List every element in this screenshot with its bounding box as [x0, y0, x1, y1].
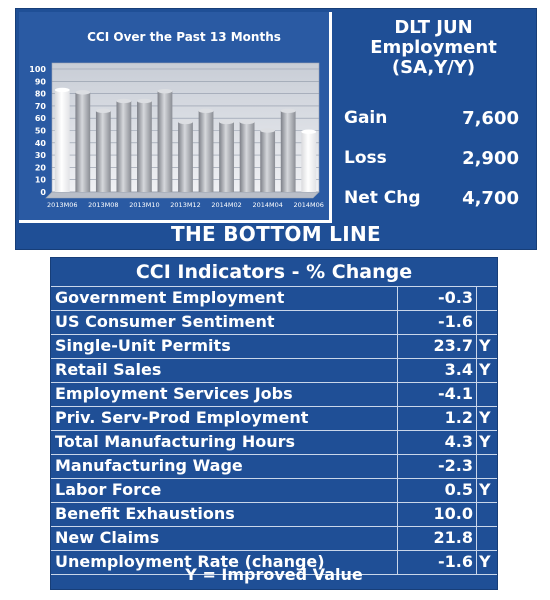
column-divider — [476, 359, 477, 382]
indicators-footnote: Y = Improved Value — [185, 565, 363, 584]
bar-top — [75, 90, 90, 94]
stat-label: Gain — [344, 108, 388, 128]
bar-2013M09 — [116, 99, 131, 192]
improved-flag: Y — [479, 552, 491, 571]
bar-2013M08 — [96, 109, 111, 192]
bar-body — [75, 92, 90, 192]
y-tick-label: 30 — [34, 151, 46, 161]
y-tick-label: 40 — [34, 138, 46, 148]
column-divider — [476, 527, 477, 550]
bar-body — [199, 111, 214, 192]
x-tick-label: 2013M10 — [129, 201, 160, 209]
bar-top — [240, 120, 255, 124]
chart-title: CCI Over the Past 13 Months — [87, 30, 281, 44]
bar-2014M05 — [281, 109, 296, 192]
indicator-value: 4.3 — [444, 432, 473, 451]
bar-top — [281, 109, 296, 113]
cci-bar-chart — [19, 12, 329, 220]
stat-value: 4,700 — [462, 188, 519, 209]
bar-top — [96, 109, 111, 113]
column-divider — [476, 335, 477, 358]
bar-2013M11 — [158, 89, 173, 192]
stat-row-loss — [334, 148, 533, 172]
bar-body — [219, 122, 234, 192]
indicator-value: 21.8 — [433, 528, 473, 547]
bar-body — [301, 132, 316, 192]
bar-body — [281, 111, 296, 192]
y-tick-label: 50 — [34, 126, 46, 136]
y-tick-label: 0 — [40, 188, 46, 197]
indicator-row — [51, 286, 497, 310]
indicator-name: Total Manufacturing Hours — [55, 432, 296, 451]
indicator-name: Government Employment — [55, 288, 285, 307]
indicator-value: 10.0 — [433, 504, 473, 523]
indicator-row — [51, 454, 497, 478]
x-tick-label: 2014M02 — [211, 201, 242, 209]
indicator-row — [51, 478, 497, 502]
bar-2014M01 — [199, 109, 214, 192]
indicators-title: CCI Indicators - % Change — [135, 261, 413, 283]
bar-top — [301, 130, 316, 134]
improved-flag: Y — [479, 336, 491, 355]
bar-top — [55, 88, 70, 92]
indicator-row — [51, 334, 497, 358]
cci-indicators-table — [50, 257, 498, 590]
improved-flag: Y — [479, 480, 491, 499]
indicator-name: Single-Unit Permits — [55, 336, 231, 355]
bar-2013M12 — [178, 120, 193, 192]
stat-row-net-change — [334, 188, 533, 212]
x-tick-label: 2013M12 — [170, 201, 201, 209]
column-divider — [476, 479, 477, 502]
indicator-value: 0.5 — [444, 480, 473, 499]
stats-title-line-2: Employment — [370, 37, 497, 58]
improved-flag: Y — [479, 360, 491, 379]
column-divider — [476, 407, 477, 430]
stat-value: 2,900 — [462, 148, 519, 169]
bar-top — [158, 89, 173, 93]
bar-top — [178, 120, 193, 124]
dlt-employment-panel — [334, 12, 533, 220]
stat-value: 7,600 — [462, 108, 519, 129]
indicator-value: -2.3 — [438, 456, 473, 475]
indicator-row — [51, 430, 497, 454]
indicator-name: US Consumer Sentiment — [55, 312, 275, 331]
x-tick-label: 2013M06 — [47, 201, 78, 209]
stat-row-gain — [334, 108, 533, 132]
indicator-row — [51, 526, 497, 550]
bar-body — [96, 111, 111, 192]
bar-body — [116, 101, 131, 192]
indicator-name: Manufacturing Wage — [55, 456, 243, 475]
indicator-value: 1.2 — [444, 408, 473, 427]
indicator-value: 3.4 — [444, 360, 473, 379]
bar-top — [137, 99, 152, 103]
bar-body — [260, 131, 275, 193]
bar-top — [260, 128, 275, 132]
bar-2014M06 — [301, 130, 316, 192]
chart-x-tick-labels — [47, 201, 324, 209]
chart-y-tick-labels — [29, 65, 46, 197]
x-tick-label: 2014M04 — [252, 201, 283, 209]
indicator-name: Employment Services Jobs — [55, 384, 293, 403]
y-tick-label: 60 — [34, 114, 46, 124]
bar-top — [199, 109, 214, 113]
y-tick-label: 20 — [34, 163, 46, 173]
bar-top — [219, 120, 234, 124]
bar-2014M04 — [260, 128, 275, 192]
stats-title-line-3: (SA,Y/Y) — [391, 57, 476, 78]
indicator-name: New Claims — [55, 528, 160, 547]
improved-flag: Y — [479, 408, 491, 427]
bar-body — [137, 101, 152, 192]
indicator-value: 23.7 — [433, 336, 473, 355]
plot-floor — [46, 192, 319, 198]
indicator-row — [51, 406, 497, 430]
indicator-row — [51, 358, 497, 382]
y-tick-label: 100 — [29, 65, 46, 74]
bar-body — [240, 122, 255, 192]
indicator-name: Retail Sales — [55, 360, 162, 379]
bar-body — [158, 91, 173, 192]
bar-2014M02 — [219, 120, 234, 192]
indicator-name: Priv. Serv-Prod Employment — [55, 408, 309, 427]
y-tick-label: 90 — [34, 77, 46, 87]
stats-title-line-1: DLT JUN — [394, 17, 473, 38]
indicator-name: Labor Force — [55, 480, 162, 499]
stat-label: Net Chg — [344, 188, 421, 208]
x-tick-label: 2014M06 — [293, 201, 324, 209]
indicator-rows — [51, 286, 497, 575]
column-divider — [476, 311, 477, 334]
column-divider — [476, 503, 477, 526]
bar-2013M10 — [137, 99, 152, 192]
column-divider — [476, 287, 477, 310]
bar-2014M03 — [240, 120, 255, 192]
bar-top — [116, 99, 131, 103]
x-tick-label: 2013M08 — [88, 201, 119, 209]
indicator-value: -4.1 — [438, 384, 473, 403]
y-tick-label: 70 — [34, 101, 46, 111]
indicator-row — [51, 310, 497, 334]
bar-body — [55, 90, 70, 192]
improved-flag: Y — [479, 432, 491, 451]
bottom-line-heading: THE BOTTOM LINE — [171, 222, 381, 246]
indicator-value: -1.6 — [438, 312, 473, 331]
column-divider — [476, 383, 477, 406]
column-divider — [476, 455, 477, 478]
bar-body — [178, 122, 193, 192]
indicator-name: Benefit Exhaustions — [55, 504, 235, 523]
indicator-value: -0.3 — [438, 288, 473, 307]
bar-2013M07 — [75, 90, 90, 192]
y-tick-label: 10 — [34, 175, 46, 185]
cci-chart-frame — [19, 12, 332, 223]
indicator-row — [51, 382, 497, 406]
column-divider — [476, 431, 477, 454]
indicator-value: -1.6 — [438, 552, 473, 571]
bar-2013M06 — [55, 88, 70, 192]
stat-label: Loss — [344, 148, 387, 168]
top-panel — [15, 8, 537, 250]
y-tick-label: 80 — [34, 89, 46, 99]
indicator-row — [51, 502, 497, 526]
indicator-name: Unemployment Rate (change) — [55, 552, 325, 571]
